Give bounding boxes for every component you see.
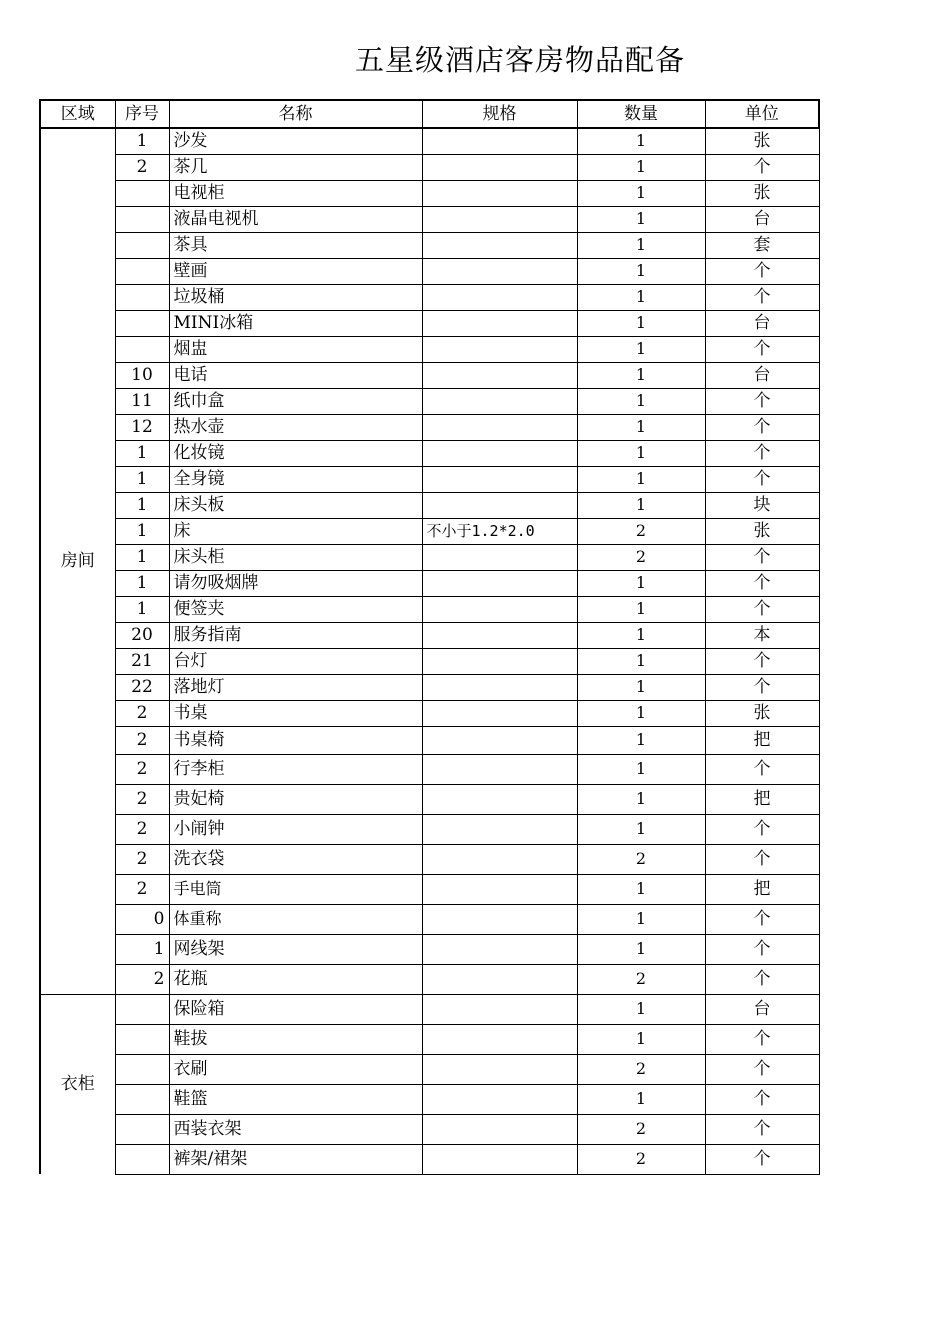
- spec-cell: [422, 336, 577, 362]
- table-row: [40, 844, 819, 874]
- name-cell: 行李柜: [169, 754, 422, 784]
- unit-cell: 张: [705, 700, 819, 726]
- area-cell: 衣柜: [40, 994, 115, 1174]
- unit-cell: 个: [705, 466, 819, 492]
- qty-cell: 2: [577, 964, 705, 994]
- unit-cell: 本: [705, 622, 819, 648]
- qty-cell: 1: [577, 466, 705, 492]
- table-body: [40, 128, 819, 1174]
- table-row: [40, 904, 819, 934]
- table-row: [40, 492, 819, 518]
- name-cell: 请勿吸烟牌: [169, 570, 422, 596]
- spec-cell: [422, 754, 577, 784]
- qty-cell: 2: [577, 1144, 705, 1174]
- qty-cell: 1: [577, 570, 705, 596]
- spec-cell: [422, 154, 577, 180]
- qty-cell: 1: [577, 994, 705, 1024]
- spec-cell: [422, 206, 577, 232]
- unit-cell: 个: [705, 904, 819, 934]
- qty-cell: 1: [577, 754, 705, 784]
- unit-cell: 台: [705, 310, 819, 336]
- unit-cell: 张: [705, 180, 819, 206]
- qty-cell: 2: [577, 518, 705, 544]
- seq-cell: 1: [115, 570, 169, 596]
- qty-cell: 1: [577, 206, 705, 232]
- name-cell: 衣刷: [169, 1054, 422, 1084]
- spec-cell: [422, 388, 577, 414]
- unit-cell: 张: [705, 128, 819, 154]
- qty-cell: 2: [577, 1054, 705, 1084]
- qty-cell: 1: [577, 934, 705, 964]
- qty-cell: 1: [577, 1024, 705, 1054]
- spec-cell: [422, 544, 577, 570]
- spec-cell: [422, 232, 577, 258]
- seq-cell: 1: [115, 596, 169, 622]
- qty-cell: 1: [577, 622, 705, 648]
- unit-cell: 个: [705, 1114, 819, 1144]
- unit-cell: 个: [705, 754, 819, 784]
- qty-cell: 1: [577, 128, 705, 154]
- page-title: 五星级酒店客房物品配备: [354, 43, 685, 77]
- unit-cell: 块: [705, 492, 819, 518]
- seq-cell: [115, 258, 169, 284]
- seq-cell: [115, 1144, 169, 1174]
- seq-cell: 2: [115, 874, 169, 904]
- table-row: [40, 180, 819, 206]
- qty-cell: 1: [577, 258, 705, 284]
- seq-cell: [115, 232, 169, 258]
- table-row: [40, 258, 819, 284]
- spec-cell: 不小于1.2*2.0: [422, 518, 577, 544]
- qty-cell: 1: [577, 700, 705, 726]
- qty-cell: 1: [577, 388, 705, 414]
- name-cell: 小闹钟: [169, 814, 422, 844]
- unit-cell: 个: [705, 388, 819, 414]
- spec-cell: [422, 1144, 577, 1174]
- name-cell: 壁画: [169, 258, 422, 284]
- qty-cell: 1: [577, 596, 705, 622]
- name-cell: 热水壶: [169, 414, 422, 440]
- unit-cell: 个: [705, 674, 819, 700]
- qty-cell: 1: [577, 414, 705, 440]
- unit-cell: 个: [705, 934, 819, 964]
- table-row: [40, 994, 819, 1024]
- unit-cell: 个: [705, 336, 819, 362]
- name-cell: 西装衣架: [169, 1114, 422, 1144]
- spec-cell: [422, 492, 577, 518]
- table-row: [40, 934, 819, 964]
- table-row: [40, 570, 819, 596]
- qty-cell: 1: [577, 336, 705, 362]
- table-row: [40, 440, 819, 466]
- qty-cell: 1: [577, 154, 705, 180]
- seq-cell: [115, 1024, 169, 1054]
- unit-cell: 把: [705, 784, 819, 814]
- seq-cell: 2: [115, 844, 169, 874]
- unit-cell: 个: [705, 440, 819, 466]
- unit-cell: 台: [705, 206, 819, 232]
- table-row: [40, 648, 819, 674]
- spec-cell: [422, 814, 577, 844]
- name-cell: MINI冰箱: [169, 310, 422, 336]
- seq-cell: 0: [115, 904, 169, 934]
- table-row: [40, 1084, 819, 1114]
- spec-cell: [422, 180, 577, 206]
- qty-cell: 1: [577, 784, 705, 814]
- spec-cell: [422, 648, 577, 674]
- unit-cell: 个: [705, 284, 819, 310]
- name-cell: 裤架/裙架: [169, 1144, 422, 1174]
- name-cell: 茶几: [169, 154, 422, 180]
- unit-cell: 台: [705, 362, 819, 388]
- seq-cell: [115, 206, 169, 232]
- name-cell: 落地灯: [169, 674, 422, 700]
- table-row: [40, 518, 819, 544]
- qty-cell: 1: [577, 310, 705, 336]
- table-row: [40, 362, 819, 388]
- unit-cell: 个: [705, 648, 819, 674]
- spec-cell: [422, 674, 577, 700]
- table-row: [40, 206, 819, 232]
- table-row: [40, 1054, 819, 1084]
- unit-cell: 张: [705, 518, 819, 544]
- name-cell: 化妆镜: [169, 440, 422, 466]
- spec-cell: [422, 994, 577, 1024]
- seq-cell: 20: [115, 622, 169, 648]
- seq-cell: 1: [115, 440, 169, 466]
- spec-cell: [422, 362, 577, 388]
- name-cell: 全身镜: [169, 466, 422, 492]
- table-row: [40, 154, 819, 180]
- unit-cell: 个: [705, 544, 819, 570]
- area-cell: 房间: [40, 128, 115, 994]
- name-cell: 网线架: [169, 934, 422, 964]
- seq-cell: [115, 310, 169, 336]
- seq-cell: 10: [115, 362, 169, 388]
- spec-cell: [422, 1054, 577, 1084]
- name-cell: 茶具: [169, 232, 422, 258]
- unit-cell: 个: [705, 258, 819, 284]
- name-cell: 贵妃椅: [169, 784, 422, 814]
- table-row: [40, 874, 819, 904]
- table-row: [40, 466, 819, 492]
- spec-cell: [422, 284, 577, 310]
- table-row: [40, 544, 819, 570]
- table-row: [40, 1114, 819, 1144]
- qty-cell: 2: [577, 844, 705, 874]
- name-cell: 服务指南: [169, 622, 422, 648]
- header-name: 名称: [169, 100, 422, 128]
- name-cell: 花瓶: [169, 964, 422, 994]
- unit-cell: 个: [705, 1084, 819, 1114]
- spec-cell: [422, 844, 577, 874]
- qty-cell: 1: [577, 492, 705, 518]
- unit-cell: 个: [705, 1144, 819, 1174]
- name-cell: 便签夹: [169, 596, 422, 622]
- header-seq: 序号: [115, 100, 169, 128]
- header-row: [40, 100, 819, 128]
- table-row: [40, 726, 819, 754]
- name-cell: 鞋拔: [169, 1024, 422, 1054]
- name-cell: 床头板: [169, 492, 422, 518]
- seq-cell: 1: [115, 128, 169, 154]
- name-cell: 保险箱: [169, 994, 422, 1024]
- table-row: [40, 622, 819, 648]
- table-row: [40, 674, 819, 700]
- seq-cell: 12: [115, 414, 169, 440]
- name-cell: 垃圾桶: [169, 284, 422, 310]
- spec-cell: [422, 414, 577, 440]
- unit-cell: 台: [705, 994, 819, 1024]
- spec-cell: [422, 726, 577, 754]
- spec-cell: [422, 700, 577, 726]
- qty-cell: 1: [577, 904, 705, 934]
- qty-cell: 1: [577, 648, 705, 674]
- seq-cell: 2: [115, 700, 169, 726]
- qty-cell: 1: [577, 726, 705, 754]
- seq-cell: 1: [115, 544, 169, 570]
- qty-cell: 1: [577, 284, 705, 310]
- table-row: [40, 700, 819, 726]
- spec-cell: [422, 258, 577, 284]
- table-row: [40, 964, 819, 994]
- header-area: 区域: [40, 100, 115, 128]
- seq-cell: [115, 1084, 169, 1114]
- name-cell: 书桌: [169, 700, 422, 726]
- qty-cell: 1: [577, 180, 705, 206]
- seq-cell: 22: [115, 674, 169, 700]
- name-cell: 沙发: [169, 128, 422, 154]
- unit-cell: 套: [705, 232, 819, 258]
- table-row: [40, 814, 819, 844]
- unit-cell: 个: [705, 964, 819, 994]
- table-row: [40, 310, 819, 336]
- spec-cell: [422, 128, 577, 154]
- seq-cell: 2: [115, 154, 169, 180]
- seq-cell: 2: [115, 964, 169, 994]
- name-cell: 台灯: [169, 648, 422, 674]
- qty-cell: 1: [577, 440, 705, 466]
- qty-cell: 1: [577, 1084, 705, 1114]
- spec-cell: [422, 784, 577, 814]
- qty-cell: 1: [577, 814, 705, 844]
- name-cell: 床: [169, 518, 422, 544]
- spec-cell: [422, 934, 577, 964]
- seq-cell: 1: [115, 518, 169, 544]
- unit-cell: 个: [705, 844, 819, 874]
- spec-cell: [422, 310, 577, 336]
- name-cell: 液晶电视机: [169, 206, 422, 232]
- spec-cell: [422, 1114, 577, 1144]
- spec-cell: [422, 874, 577, 904]
- unit-cell: 个: [705, 570, 819, 596]
- name-cell: 烟盅: [169, 336, 422, 362]
- seq-cell: 1: [115, 934, 169, 964]
- table-row: [40, 754, 819, 784]
- name-cell: 洗衣袋: [169, 844, 422, 874]
- table-row: [40, 784, 819, 814]
- seq-cell: [115, 336, 169, 362]
- table-row: [40, 388, 819, 414]
- spec-cell: [422, 904, 577, 934]
- name-cell: 电话: [169, 362, 422, 388]
- unit-cell: 个: [705, 1054, 819, 1084]
- seq-cell: 1: [115, 466, 169, 492]
- name-cell: 鞋篮: [169, 1084, 422, 1114]
- seq-cell: 1: [115, 492, 169, 518]
- qty-cell: 1: [577, 362, 705, 388]
- qty-cell: 1: [577, 674, 705, 700]
- seq-cell: 2: [115, 814, 169, 844]
- unit-cell: 个: [705, 814, 819, 844]
- spec-cell: [422, 1084, 577, 1114]
- seq-cell: [115, 1114, 169, 1144]
- seq-cell: [115, 284, 169, 310]
- seq-cell: [115, 180, 169, 206]
- unit-cell: 个: [705, 154, 819, 180]
- table-row: [40, 1144, 819, 1174]
- name-cell: 书桌椅: [169, 726, 422, 754]
- seq-cell: 11: [115, 388, 169, 414]
- unit-cell: 把: [705, 874, 819, 904]
- spec-cell: [422, 1024, 577, 1054]
- table-row: [40, 232, 819, 258]
- seq-cell: 2: [115, 754, 169, 784]
- table-row: [40, 414, 819, 440]
- name-cell: 电视柜: [169, 180, 422, 206]
- qty-cell: 2: [577, 1114, 705, 1144]
- name-cell: 纸巾盒: [169, 388, 422, 414]
- spec-cell: [422, 570, 577, 596]
- header-unit: 单位: [705, 100, 819, 128]
- header-qty: 数量: [577, 100, 705, 128]
- spec-cell: [422, 622, 577, 648]
- spec-cell: [422, 964, 577, 994]
- name-cell: 手电筒: [169, 874, 422, 904]
- equipment-table: [39, 99, 820, 1175]
- header-spec: 规格: [422, 100, 577, 128]
- seq-cell: 21: [115, 648, 169, 674]
- table-row: [40, 128, 819, 154]
- seq-cell: 2: [115, 784, 169, 814]
- unit-cell: 把: [705, 726, 819, 754]
- seq-cell: 2: [115, 726, 169, 754]
- table-row: [40, 284, 819, 310]
- qty-cell: 1: [577, 232, 705, 258]
- seq-cell: [115, 1054, 169, 1084]
- unit-cell: 个: [705, 596, 819, 622]
- qty-cell: 1: [577, 874, 705, 904]
- unit-cell: 个: [705, 414, 819, 440]
- spec-cell: [422, 440, 577, 466]
- spec-cell: [422, 596, 577, 622]
- name-cell: 床头柜: [169, 544, 422, 570]
- table-row: [40, 596, 819, 622]
- qty-cell: 2: [577, 544, 705, 570]
- seq-cell: [115, 994, 169, 1024]
- name-cell: 体重称: [169, 904, 422, 934]
- table-row: [40, 1024, 819, 1054]
- unit-cell: 个: [705, 1024, 819, 1054]
- spec-cell: [422, 466, 577, 492]
- table-row: [40, 336, 819, 362]
